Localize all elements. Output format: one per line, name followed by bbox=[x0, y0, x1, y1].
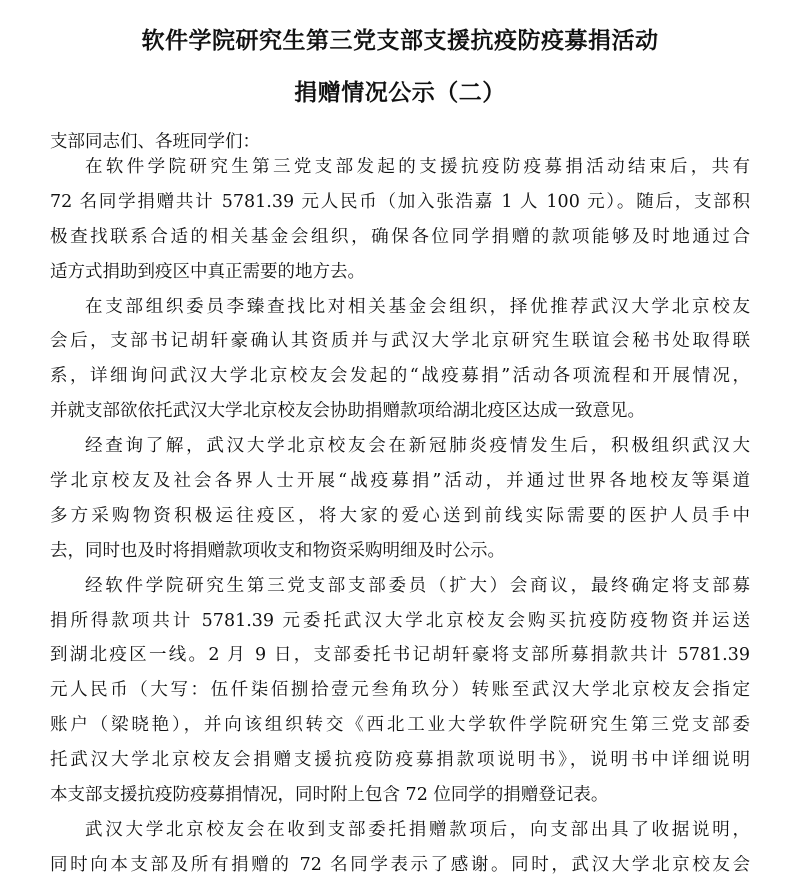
paragraph-4 bbox=[50, 569, 750, 813]
paragraph-3 bbox=[50, 429, 750, 569]
paragraph-line: 经软件学院研究生第三党支部支部委员（扩大）会商议，最终确定将支部募 bbox=[85, 575, 750, 596]
paragraph-line: 系，详细询问武汉大学北京校友会发起的“战疫募捐”活动各项流程和开展情况， bbox=[50, 366, 750, 387]
paragraph-line: 元人民币（大写：伍仟柒佰捌拾壹元叁角玖分）转账至武汉大学北京校友会指定 bbox=[50, 680, 750, 701]
paragraph-line: 在软件学院研究生第三党支部发起的支援抗疫防疫募捐活动结束后，共有 bbox=[85, 157, 750, 177]
document-body bbox=[50, 150, 750, 883]
salutation: 支部同志们、各班同学们： bbox=[50, 132, 260, 152]
paragraph-line: 去，同时也及时将捐赠款项收支和物资采购明细及时公示。 bbox=[50, 540, 505, 561]
paragraph-line: 在支部组织委员李臻查找比对相关基金会组织，择优推荐武汉大学北京校友 bbox=[85, 296, 750, 317]
document-title-line-1: 软件学院研究生第三党支部支援抗疫防疫募捐活动 bbox=[141, 28, 659, 54]
paragraph-line: 极查找联系合适的相关基金会组织，确保各位同学捐赠的款项能够及时地通过合 bbox=[50, 226, 750, 247]
paragraph-line: 捐所得款项共计 5781.39 元委托武汉大学北京校友会购买抗疫防疫物资并运送 bbox=[50, 610, 750, 631]
paragraph-line: 并就支部欲依托武汉大学北京校友会协助捐赠款项给湖北疫区达成一致意见。 bbox=[50, 401, 645, 422]
paragraph-line: 托武汉大学北京校友会捐赠支援抗疫防疫募捐款项说明书》，说明书中详细说明 bbox=[50, 750, 750, 771]
paragraph-line: 同时向本支部及所有捐赠的 72 名同学表示了感谢。同时，武汉大学北京校友会 bbox=[50, 854, 750, 875]
document-title-line-2: 捐赠情况公示（二） bbox=[294, 80, 506, 106]
paragraph-line: 72 名同学捐赠共计 5781.39 元人民币（加入张浩嘉 1 人 100 元）。随后，支部积 bbox=[50, 191, 750, 212]
paragraph-line: 学北京校友及社会各界人士开展“战疫募捐”活动，并通过世界各地校友等渠道 bbox=[50, 471, 750, 492]
paragraph-line: 适方式捐助到疫区中真正需要的地方去。 bbox=[50, 261, 365, 282]
paragraph-2 bbox=[50, 290, 750, 430]
paragraph-line: 到湖北疫区一线。2 月 9 日，支部委托书记胡轩豪将支部所募捐款共计 5781.39 bbox=[50, 645, 750, 666]
paragraph-line: 经查询了解，武汉大学北京校友会在新冠肺炎疫情发生后，积极组织武汉大 bbox=[85, 436, 750, 457]
paragraph-1 bbox=[50, 150, 750, 290]
paragraph-5 bbox=[50, 813, 750, 883]
paragraph-line: 账户（梁晓艳），并向该组织转交《西北工业大学软件学院研究生第三党支部委 bbox=[50, 715, 750, 736]
paragraph-line: 武汉大学北京校友会在收到支部委托捐赠款项后，向支部出具了收据说明， bbox=[85, 819, 750, 840]
paragraph-line: 会后，支部书记胡轩豪确认其资质并与武汉大学北京研究生联谊会秘书处取得联 bbox=[50, 331, 750, 352]
paragraph-line: 本支部支援抗疫防疫募捐情况，同时附上包含 72 位同学的捐赠登记表。 bbox=[50, 785, 609, 806]
paragraph-line: 多方采购物资积极运往疫区，将大家的爱心送到前线实际需要的医护人员手中 bbox=[50, 505, 750, 526]
